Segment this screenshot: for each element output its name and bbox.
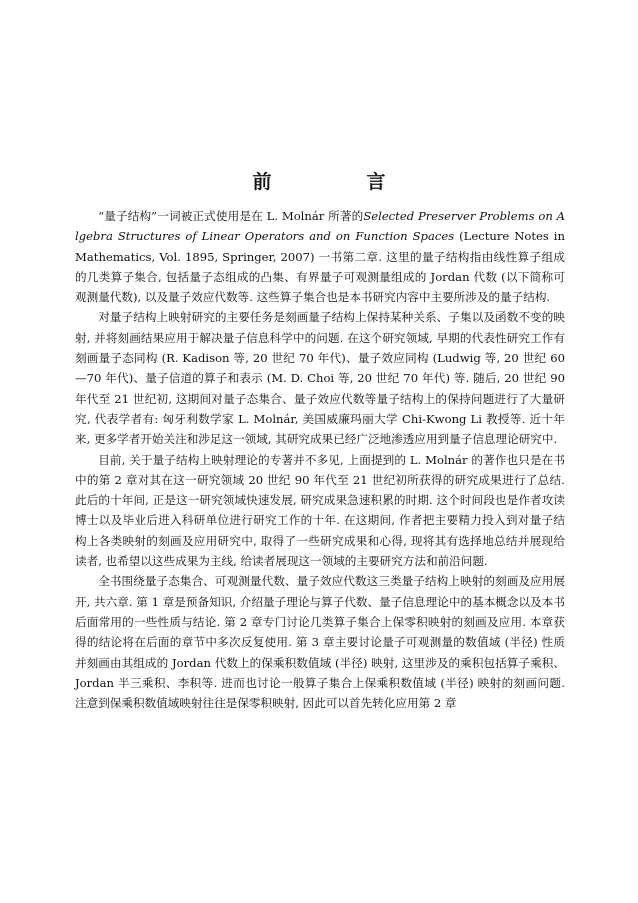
paragraph-1-text-cont: (Lecture Notes in Mathematics, Vol. 1895, Springer, 2007) 一书第二章. 这里的量子结构指由线性算子组成的几类算子集合, 包括量子态组成的凸集、有界量子可观测量组成的 Jordan 代数 (以下简称可观测量代数), 以及量子效应代数等. 这些算子集合也是本书研究内容中主要所涉及的量子结构.	[75, 229, 565, 305]
paragraph-4	[75, 571, 565, 713]
paragraph-1-book-title: Selected Preserver Problems on Algebra Structures of Linear Operators and on Function Spaces	[75, 209, 565, 244]
paragraph-2-text: 对量子结构上映射研究的主要任务是刻画量子结构上保持某种关系、子集以及函数不变的映射, 并将刻画结果应用于解决量子信息科学中的问题. 在这个研究领域, 早期的代表性研究工作有刻画量子态同构 (R. Kadison 等, 20 世纪 70 年代)、量子效应同构 (Ludwig 等, 20 世纪 60—70 年代)、量子信道的算子和表示 (M. D. Choi 等, 20 世纪 70 年代) 等. 随后, 20 世纪 90 年代至 21 世纪初, 这期间对量子态集合、量子效应代数等量子结构上的保持问题进行了大量研究, 代表学者有: 匈牙利数学家 L. Molnár, 美国威廉玛丽大学 Chi-Kwong Li 教授等. 近十年来, 更多学者开始关注和涉足这一领域, 其研究成果已经广泛地渗透应用到量子信息理论研究中.	[75, 310, 565, 447]
paragraph-3-text: 目前, 关于量子结构上映射理论的专著并不多见, 上面提到的 L. Molnár 的著作也只是在书中的第 2 章对其在这一研究领域 20 世纪 90 年代至 21 世纪初所获得的研究成果进行了总结. 此后的十年间, 正是这一研究领域快速发展, 研究成果急速积累的时期. 这个时间段也是作者攻读博士以及毕业后进入科研单位进行研究工作的十年. 在这期间, 作者把主要精力投入到对量子结构上各类映射的刻画及应用研究中, 取得了一些研究成果和心得, 现将其有选择地总结并展现给读者, 也希望以这些成果为主线, 给读者展现这一领域的主要研究方法和前沿问题.	[75, 452, 565, 569]
page-title: 前 言	[252, 171, 424, 193]
paragraph-3	[75, 450, 565, 572]
paragraph-2	[75, 307, 565, 449]
paragraph-1-text: “量子结构”一词被正式使用是在 L. Molnár 所著的	[98, 209, 364, 223]
paragraph-4-text: 全书围绕量子态集合、可观测量代数、量子效应代数这三类量子结构上映射的刻画及应用展开, 共六章. 第 1 章是预备知识, 介绍量子理论与算子代数、量子信息理论中的基本概念以及本书后面常用的一些性质与结论. 第 2 章专门讨论几类算子集合上保零积映射的刻画及应用. 本章获得的结论将在后面的章节中多次反复使用. 第 3 章主要讨论量子可观测量的数值域 (半径) 性质并刻画由其组成的 Jordan 代数上的保乘积数值域 (半径) 映射, 这里涉及的乘积包括算子乘积、Jordan 半三乘积、李积等. 进而也讨论一般算子集合上保乘积数值域 (半径) 映射的刻画问题. 注意到保乘积数值域映射往往是保零积映射, 因此可以首先转化应用第 2 章	[75, 574, 565, 711]
paragraph-1	[75, 206, 565, 307]
preface-body	[75, 206, 565, 713]
